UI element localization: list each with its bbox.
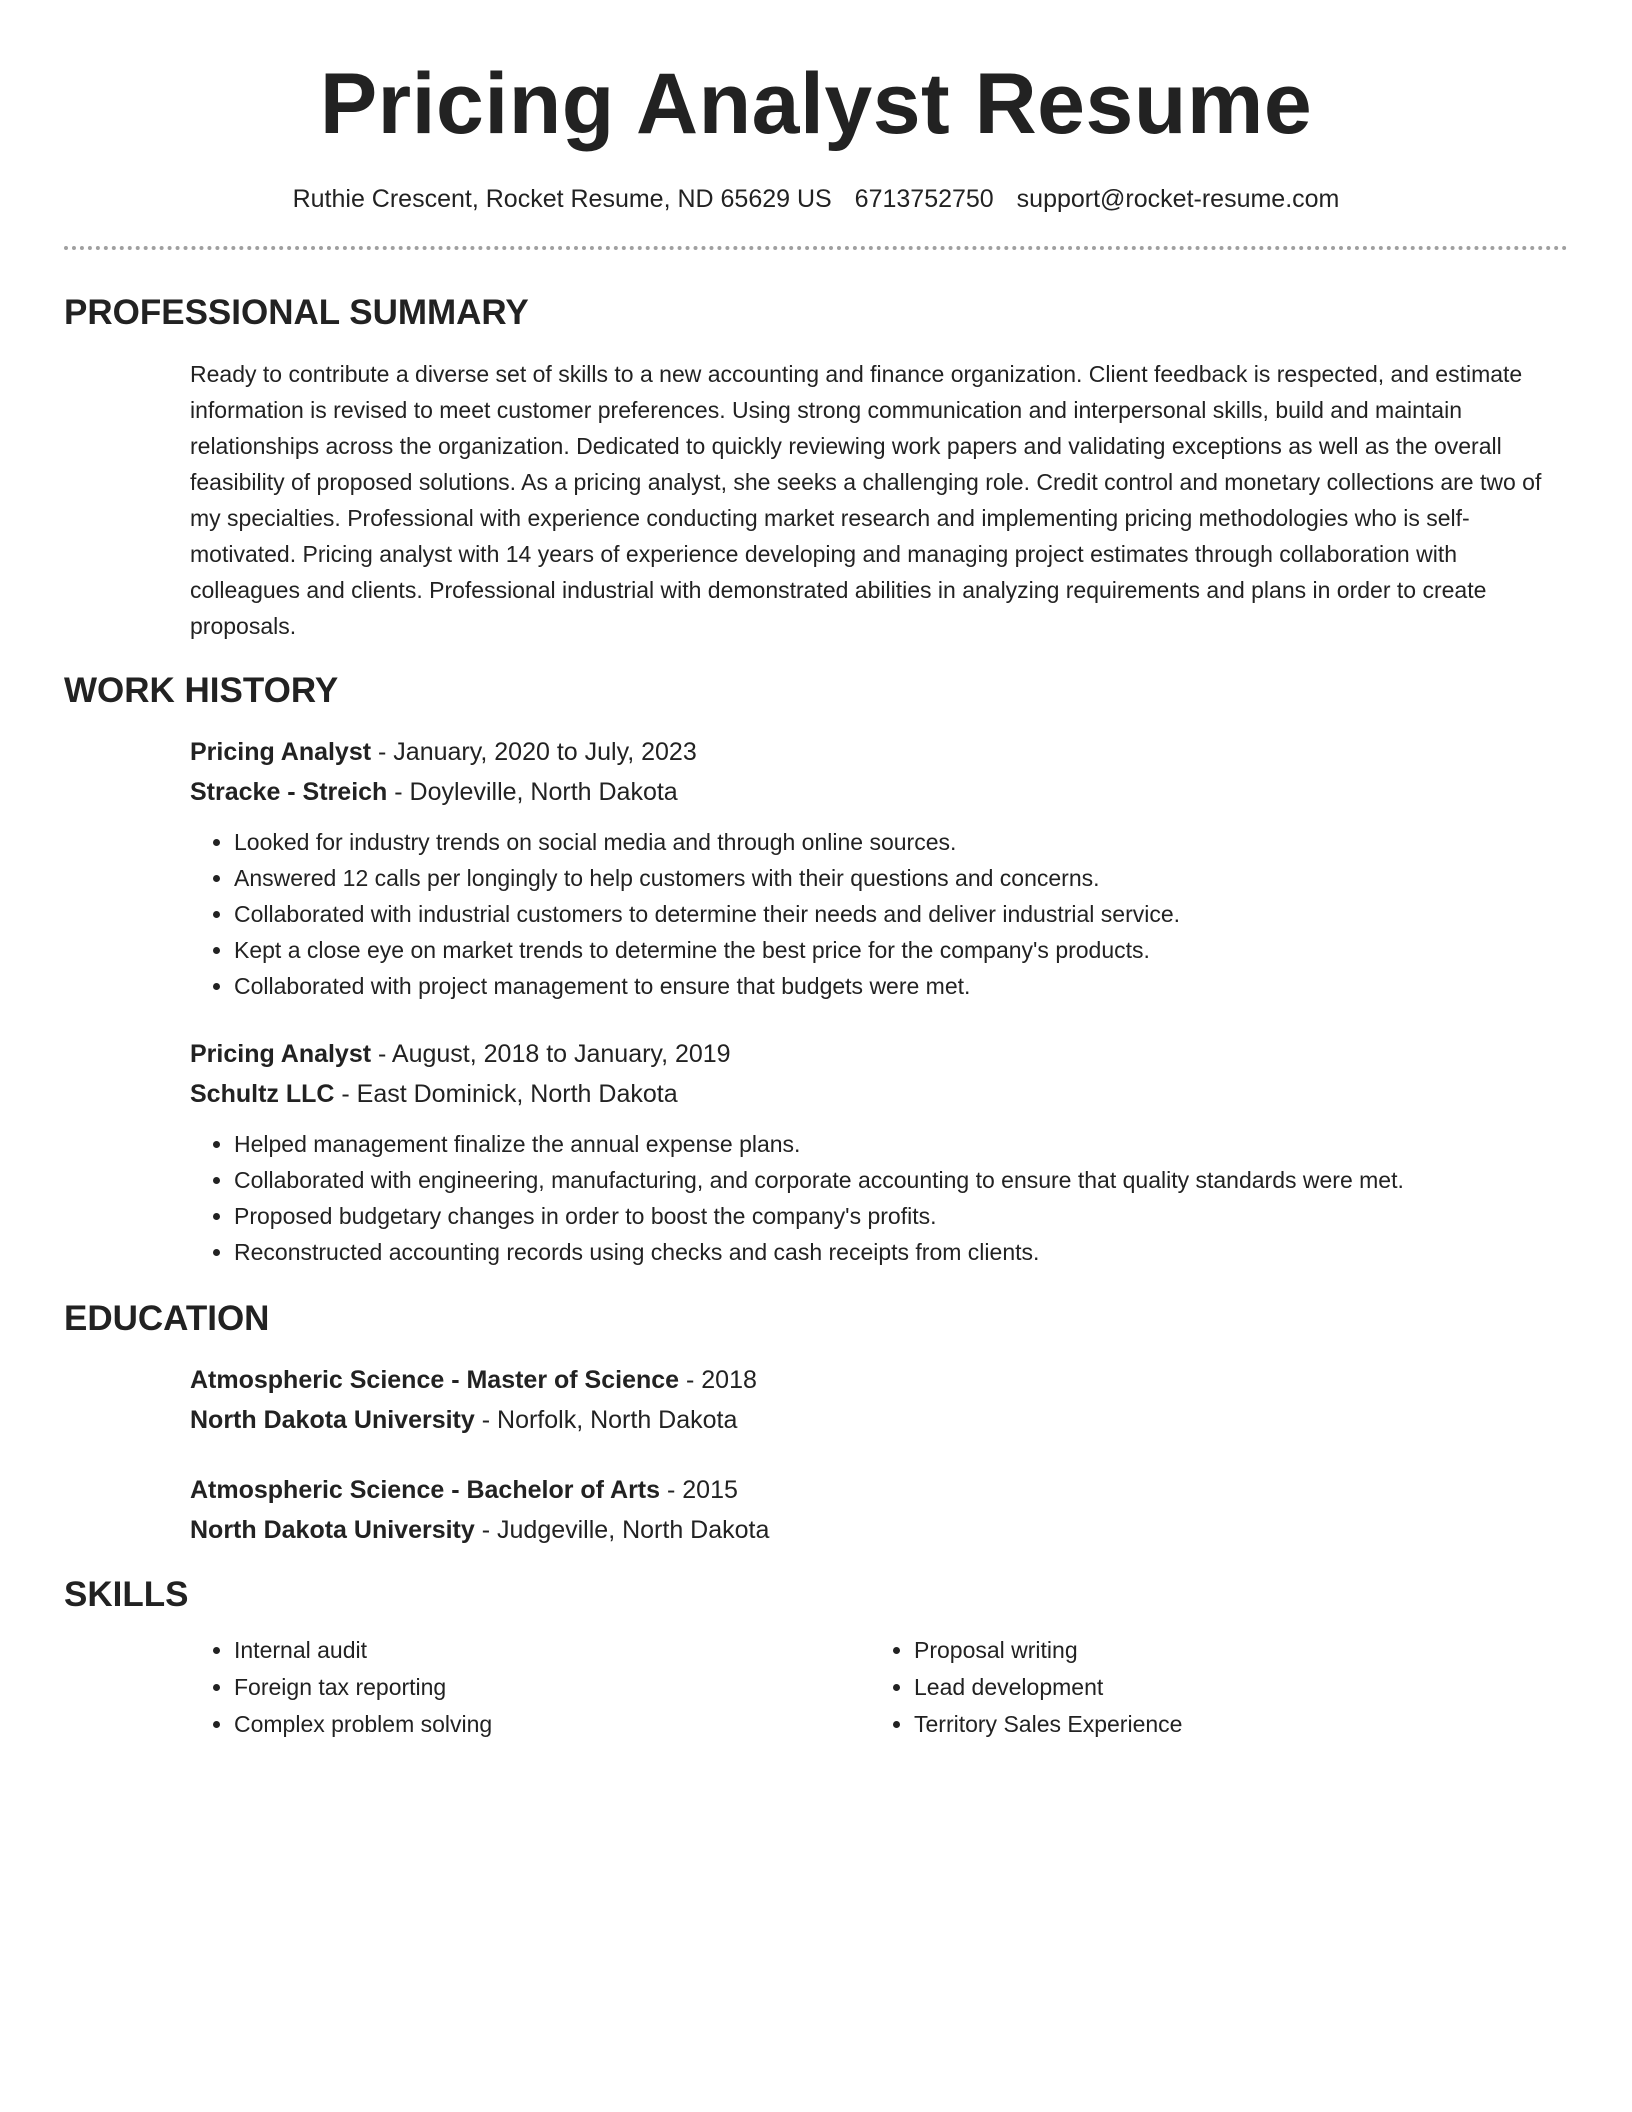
degree-year: - 2018 <box>679 1366 757 1394</box>
resume-page <box>64 0 1568 1743</box>
school-line <box>190 1510 1568 1550</box>
job-company-line <box>190 1074 1568 1114</box>
education-entry <box>190 1360 1568 1440</box>
contact-address: Ruthie Crescent, Rocket Resume, ND 65629 US <box>292 185 832 213</box>
job-company: Schultz LLC <box>190 1080 335 1108</box>
skills-list-left <box>190 1632 870 1743</box>
job-bullet: • Kept a close eye on market trends to determine the best price for the company's products. <box>234 932 1568 968</box>
job-bullet: • Looked for industry trends on social media and through online sources. <box>234 824 1568 860</box>
skills-section <box>190 1632 1568 1743</box>
degree-year: - 2015 <box>660 1476 738 1504</box>
job-bullet: • Answered 12 calls per longingly to help customers with their questions and concerns. <box>234 860 1568 896</box>
skill-item: • Complex problem solving <box>234 1706 870 1743</box>
degree: Atmospheric Science - Master of Science <box>190 1366 680 1394</box>
job-location: - East Dominick, North Dakota <box>334 1080 678 1108</box>
job-company: Stracke - Streich <box>190 778 388 806</box>
summary-section <box>190 356 1568 644</box>
school-location: - Norfolk, North Dakota <box>474 1406 738 1434</box>
school: North Dakota University <box>190 1406 475 1434</box>
job-dates: - August, 2018 to January, 2019 <box>371 1040 731 1068</box>
contact-line <box>64 182 1568 216</box>
job-bullet-list <box>190 824 1568 1004</box>
summary-heading: PROFESSIONAL SUMMARY <box>64 293 529 332</box>
job-title-line <box>190 1034 1568 1074</box>
job-entry <box>190 732 1568 1004</box>
summary-text: Ready to contribute a diverse set of skills to a new accounting and finance organization. Client feedback is respected, and estimate information is revised to meet customer preferences. Using strong communication and interpersonal skills, build and maintain relationships across the organization. Dedicated to quickly reviewing work papers and validating exceptions as well as the overall feasibility of proposed solutions. As a pricing analyst, she seeks a challenging role. Credit control and monetary collections are two of my specialties. Professional with experience conducting market research and implementing pricing methodologies who is self-motivated. Pricing analyst with 14 years of experience developing and managing project estimates through collaboration with colleagues and clients. Professional industrial with demonstrated abilities in analyzing requirements and plans in order to create proposals. <box>190 361 1542 639</box>
school: North Dakota University <box>190 1516 475 1544</box>
job-bullet: • Collaborated with engineering, manufacturing, and corporate accounting to ensure that quality standards were met. <box>234 1162 1568 1198</box>
resume-title: Pricing Analyst Resume <box>319 56 1313 152</box>
job-location: - Doyleville, North Dakota <box>387 778 678 806</box>
degree-line <box>190 1360 1568 1400</box>
job-title: Pricing Analyst <box>190 1040 372 1068</box>
school-location: - Judgeville, North Dakota <box>474 1516 770 1544</box>
education-entry <box>190 1470 1568 1550</box>
skill-item: • Internal audit <box>234 1632 870 1669</box>
contact-email: support@rocket-resume.com <box>1016 185 1340 213</box>
job-entry <box>190 1034 1568 1270</box>
degree-line <box>190 1470 1568 1510</box>
job-company-line <box>190 772 1568 812</box>
skill-item: • Territory Sales Experience <box>914 1706 1550 1743</box>
skills-heading: SKILLS <box>64 1575 189 1614</box>
skill-item: • Proposal writing <box>914 1632 1550 1669</box>
education-section <box>190 1360 1568 1550</box>
job-bullet: • Reconstructed accounting records using checks and cash receipts from clients. <box>234 1234 1568 1270</box>
skill-item: • Foreign tax reporting <box>234 1669 870 1706</box>
skill-item: • Lead development <box>914 1669 1550 1706</box>
job-bullet: • Collaborated with industrial customers to determine their needs and deliver industrial service. <box>234 896 1568 932</box>
degree: Atmospheric Science - Bachelor of Arts <box>190 1476 661 1504</box>
job-dates: - January, 2020 to July, 2023 <box>371 738 697 766</box>
job-bullet: • Proposed budgetary changes in order to boost the company's profits. <box>234 1198 1568 1234</box>
skills-grid <box>190 1632 1568 1743</box>
skills-list-right <box>870 1632 1550 1743</box>
education-heading: EDUCATION <box>64 1299 270 1338</box>
school-line <box>190 1400 1568 1440</box>
job-bullet: • Helped management finalize the annual expense plans. <box>234 1126 1568 1162</box>
header-divider <box>64 246 1568 250</box>
contact-phone: 6713752750 <box>854 185 994 213</box>
work-history-section <box>190 732 1568 1270</box>
job-title: Pricing Analyst <box>190 738 372 766</box>
job-bullet-list <box>190 1126 1568 1270</box>
work-history-heading: WORK HISTORY <box>64 671 339 710</box>
job-bullet: • Collaborated with project management to ensure that budgets were met. <box>234 968 1568 1004</box>
job-title-line <box>190 732 1568 772</box>
